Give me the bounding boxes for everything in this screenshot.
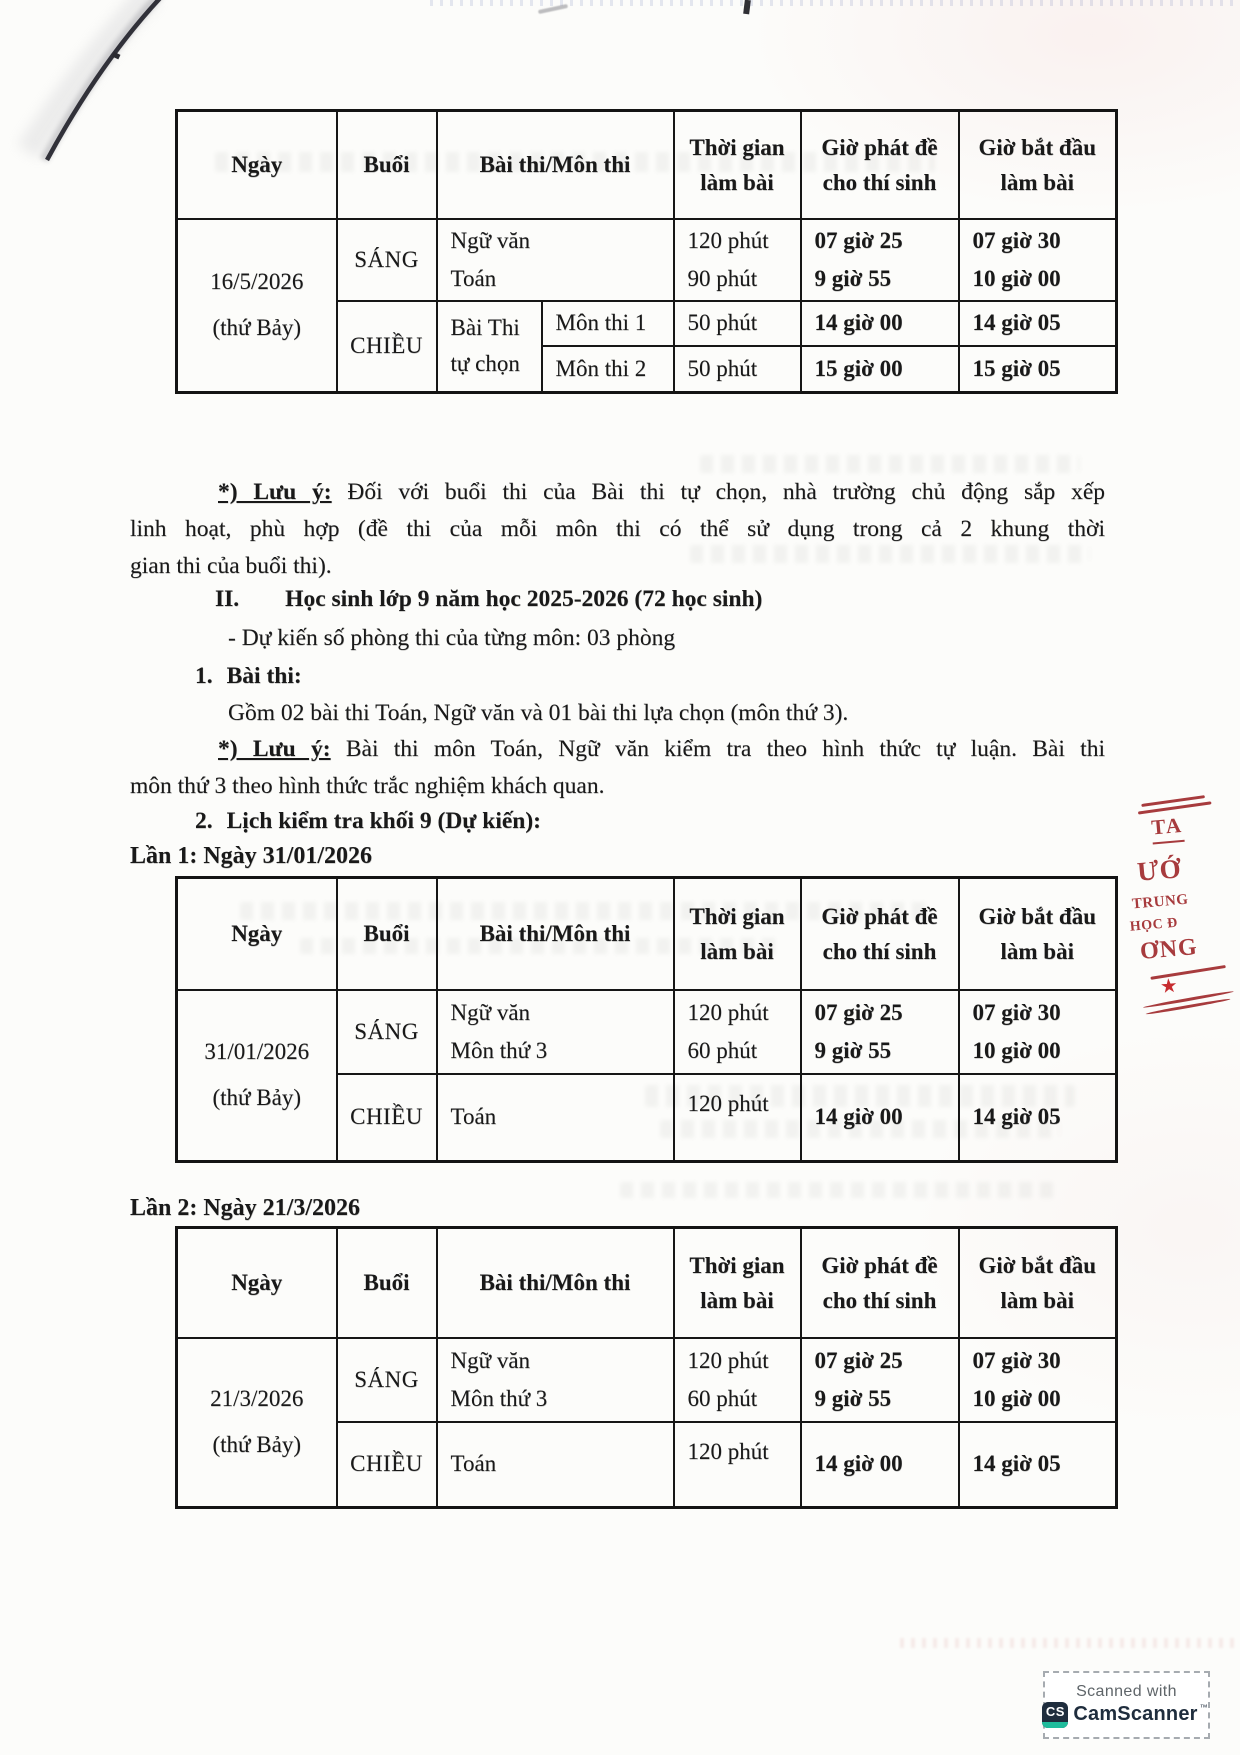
cell-start-times: 07 giờ 30 10 giờ 00 — [959, 990, 1117, 1074]
note1-line3: gian thi của buổi thi). — [130, 553, 332, 579]
item-1-number: 1. — [195, 663, 213, 689]
header-cell-gio-bat-dau: Giờ bắt đầu làm bài — [959, 878, 1117, 990]
lan-2-label: Lần 2: Ngày 21/3/2026 — [130, 1195, 361, 1221]
note2-line1: *) Lưu ý: Bài thi môn Toán, Ngữ văn kiểm tra theo hình thức tự luận. Bài thi — [218, 736, 1105, 762]
trademark-symbol: ™ — [1199, 1703, 1208, 1712]
section-2-number: II. — [215, 586, 240, 612]
scan-mark-top — [743, 0, 751, 14]
table-row-morning — [177, 219, 1117, 301]
cell-start-times: 07 giờ 30 10 giờ 00 — [959, 1338, 1117, 1422]
header-cell-gio-phat: Giờ phát đề cho thí sinh — [801, 878, 959, 990]
camscanner-caption: Scanned with — [1076, 1682, 1177, 1700]
scan-speckle-bottom — [900, 1638, 1240, 1648]
cell-handout-times: 07 giờ 25 9 giờ 55 — [801, 990, 959, 1074]
cell-start-time: 14 giờ 05 — [959, 1074, 1117, 1162]
table-row-morning — [177, 990, 1117, 1074]
cell-start-time: 15 giờ 05 — [959, 346, 1117, 393]
header-cell-ngay: Ngày — [177, 1228, 337, 1338]
note1-line2: linh hoạt, phù hợp (đề thi của mỗi môn thi có thể sử dụng trong cả 2 khung thời — [130, 516, 1105, 542]
note2-line2: môn thứ 3 theo hình thức trắc nghiệm khách quan. — [130, 773, 605, 799]
table-row-morning — [177, 1338, 1117, 1422]
cell-handout-times: 07 giờ 25 9 giờ 55 — [801, 219, 959, 301]
item-1-title: Bài thi: — [226, 663, 302, 689]
cell-subjects: Ngữ văn Toán — [437, 219, 674, 301]
stamp-text-fragment: ƯỚ — [1135, 853, 1183, 887]
cell-handout-time: 14 giờ 00 — [801, 1074, 959, 1162]
cell-subjects: Ngữ văn Môn thứ 3 — [437, 1338, 674, 1422]
cell-date: 31/01/2026 (thứ Bảy) — [177, 990, 337, 1162]
exam-schedule-table-1 — [175, 109, 1118, 394]
stamp-text-fragment: TRUNG — [1131, 891, 1190, 913]
section-2-heading — [215, 581, 1190, 618]
cell-handout-times: 07 giờ 25 9 giờ 55 — [801, 1338, 959, 1422]
camscanner-logo-teal-bar — [1042, 1722, 1068, 1728]
cell-session-morning: SÁNG — [337, 990, 437, 1074]
cell-durations: 120 phút 60 phút — [674, 1338, 801, 1422]
cell-session-morning: SÁNG — [337, 219, 437, 301]
cell-handout-time: 14 giờ 00 — [801, 1422, 959, 1508]
stamp-text-fragment: TA — [1150, 813, 1184, 845]
note2-lead: *) Lưu ý: — [218, 736, 331, 762]
header-cell-thoi-gian: Thời gian làm bài — [674, 111, 801, 219]
cell-subjects: Ngữ văn Môn thứ 3 — [437, 990, 674, 1074]
cell-elective-group: Bài Thi tự chọn — [437, 301, 542, 393]
cell-date: 21/3/2026 (thứ Bảy) — [177, 1338, 337, 1508]
note1-lead: *) Lưu ý: — [218, 479, 332, 505]
item-2-number: 2. — [195, 808, 213, 834]
header-cell-gio-phat: Giờ phát đề cho thí sinh — [801, 111, 959, 219]
cell-durations: 120 phút 90 phút — [674, 219, 801, 301]
section-2-title: Học sinh lớp 9 năm học 2025-2026 (72 học sinh) — [285, 586, 763, 612]
table-header-row — [177, 111, 1117, 219]
gom-line: Gồm 02 bài thi Toán, Ngữ văn và 01 bài thi lựa chọn (môn thứ 3). — [228, 700, 849, 726]
header-cell-ngay: Ngày — [177, 878, 337, 990]
cell-subject: Toán — [437, 1074, 674, 1162]
table-header-row — [177, 878, 1117, 990]
cell-durations: 120 phút 60 phút — [674, 990, 801, 1074]
cell-session-afternoon: CHIỀU — [337, 1074, 437, 1162]
ghost-bleed-artifact — [700, 455, 1080, 473]
stamp-text-fragment: HỌC Đ — [1129, 915, 1179, 935]
note-paragraph-1 — [130, 474, 1105, 585]
header-cell-gio-phat: Giờ phát đề cho thí sinh — [801, 1228, 959, 1338]
header-cell-thoi-gian: Thời gian làm bài — [674, 1228, 801, 1338]
header-cell-buoi: Buổi — [337, 1228, 437, 1338]
cell-duration: 50 phút — [674, 346, 801, 393]
cell-handout-time: 15 giờ 00 — [801, 346, 959, 393]
cell-subject: Toán — [437, 1422, 674, 1508]
header-cell-bai-thi: Bài thi/Môn thi — [437, 878, 674, 990]
cell-start-times: 07 giờ 30 10 giờ 00 — [959, 219, 1117, 301]
header-cell-buoi: Buổi — [337, 878, 437, 990]
camscanner-brand-row — [1042, 1702, 1210, 1728]
cell-session-morning: SÁNG — [337, 1338, 437, 1422]
cell-start-time: 14 giờ 05 — [959, 1422, 1117, 1508]
cell-start-time: 14 giờ 05 — [959, 301, 1117, 346]
cell-duration: 120 phút — [674, 1074, 801, 1162]
cell-handout-time: 14 giờ 00 — [801, 301, 959, 346]
header-cell-ngay: Ngày — [177, 111, 337, 219]
cell-duration: 120 phút — [674, 1422, 801, 1508]
table-header-row — [177, 1228, 1117, 1338]
camscanner-logo-icon: CS — [1042, 1702, 1068, 1728]
item-2-title: Lịch kiểm tra khối 9 (Dự kiến): — [226, 808, 542, 834]
item-1-heading — [195, 658, 1170, 695]
note1-line1: *) Lưu ý: Đối với buổi thi của Bài thi tự chọn, nhà trường chủ động sắp xếp — [218, 479, 1106, 505]
stamp-star-icon: ★ — [1160, 976, 1178, 997]
header-cell-bai-thi: Bài thi/Môn thi — [437, 111, 674, 219]
cell-session-afternoon: CHIỀU — [337, 1422, 437, 1508]
cell-session-afternoon: CHIỀU — [337, 301, 437, 393]
note-paragraph-2 — [130, 731, 1105, 805]
header-cell-gio-bat-dau: Giờ bắt đầu làm bài — [959, 1228, 1117, 1338]
header-cell-gio-bat-dau: Giờ bắt đầu làm bài — [959, 111, 1117, 219]
header-cell-buoi: Buổi — [337, 111, 437, 219]
stamp-text-fragment: ƠNG — [1139, 934, 1199, 965]
lan-1-label: Lần 1: Ngày 31/01/2026 — [130, 843, 373, 869]
header-cell-bai-thi: Bài thi/Môn thi — [437, 1228, 674, 1338]
red-school-stamp — [1115, 790, 1240, 1015]
cell-duration: 50 phút — [674, 301, 801, 346]
item-2-heading — [195, 803, 1170, 840]
exam-schedule-table-2 — [175, 876, 1118, 1163]
cell-subject: Môn thi 1 — [542, 301, 674, 346]
scan-speckle-top — [430, 0, 1240, 6]
camscanner-watermark — [1043, 1671, 1210, 1739]
exam-schedule-table-3 — [175, 1226, 1118, 1509]
camscanner-brand-text: CamScanner — [1073, 1703, 1198, 1725]
rooms-line: - Dự kiến số phòng thi của từng môn: 03 phòng — [228, 625, 676, 651]
header-cell-thoi-gian: Thời gian làm bài — [674, 878, 801, 990]
cell-subject: Môn thi 2 — [542, 346, 674, 393]
cell-date: 16/5/2026 (thứ Bảy) — [177, 219, 337, 393]
